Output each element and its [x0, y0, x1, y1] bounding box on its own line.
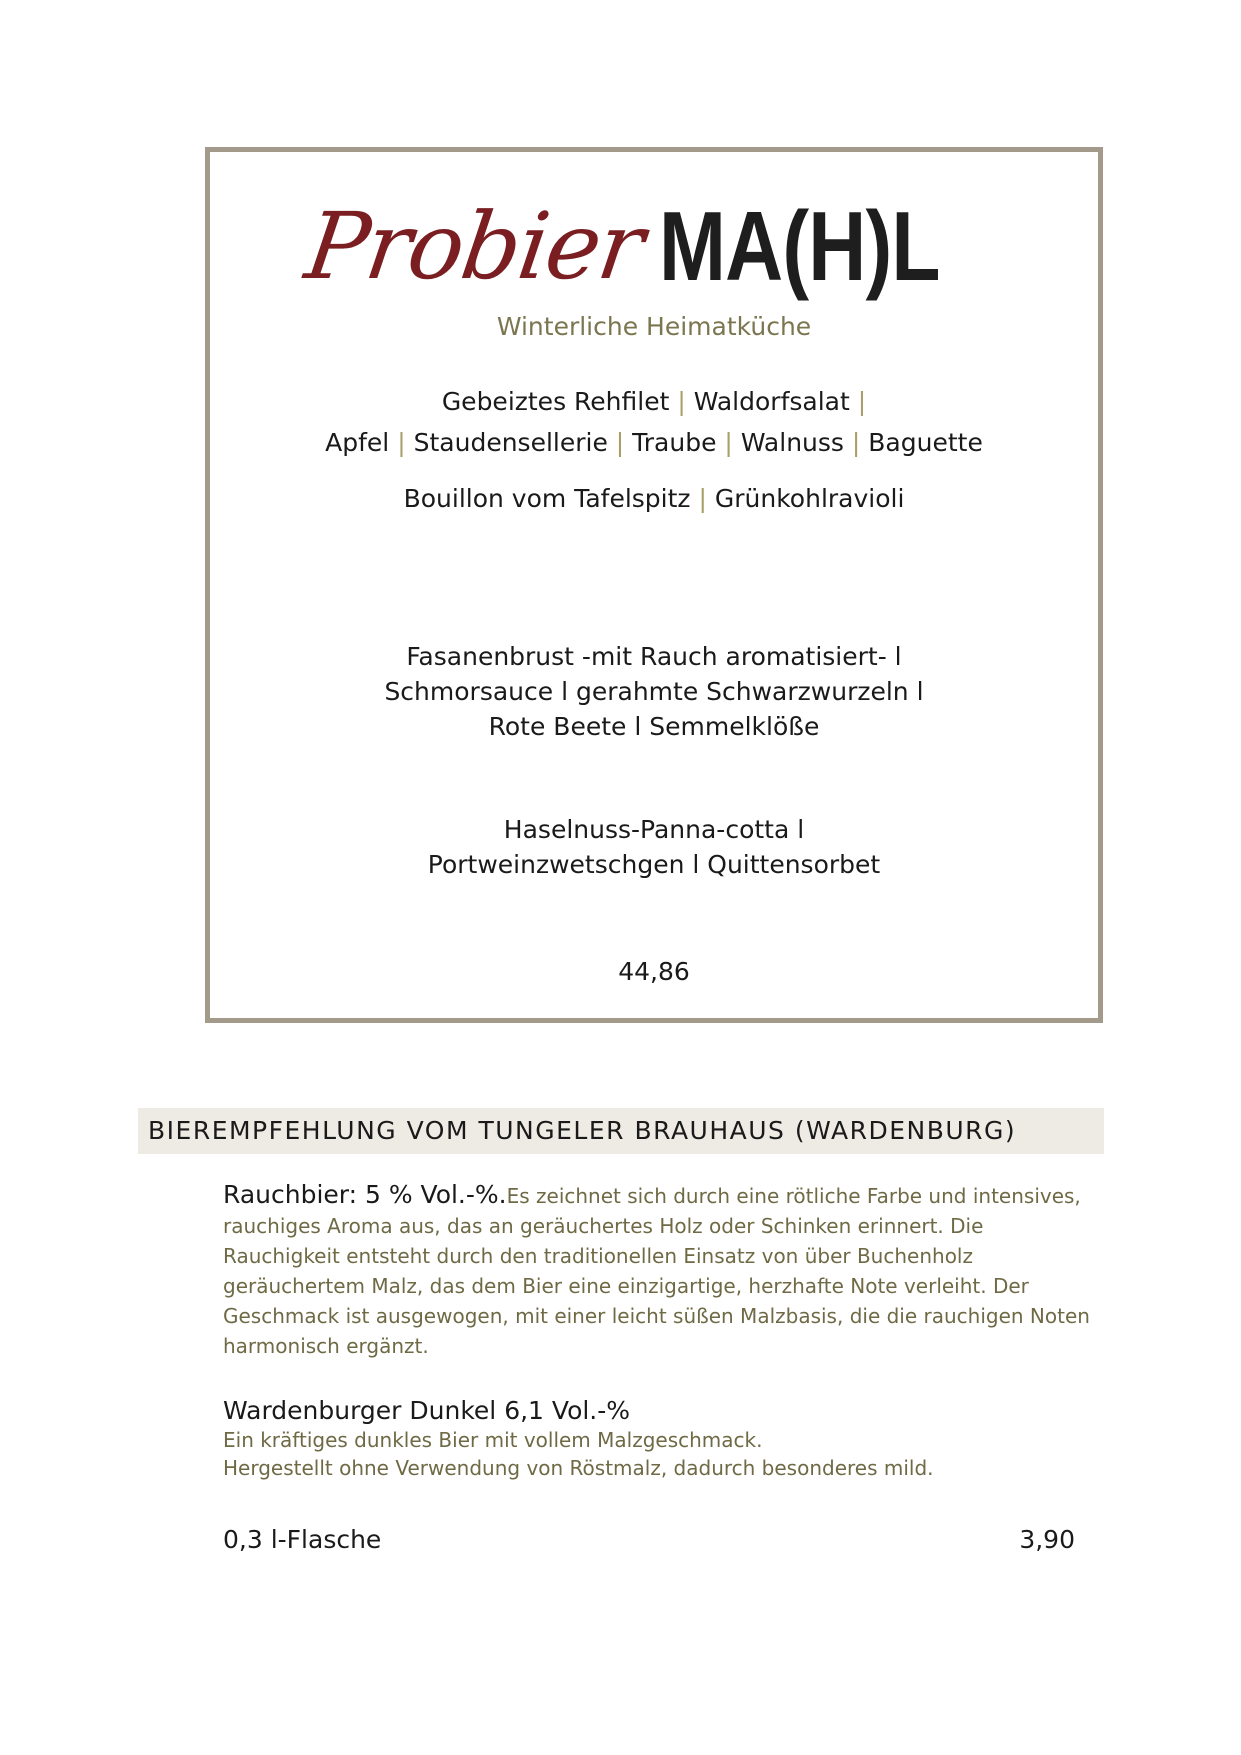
course-dessert [210, 812, 1098, 882]
separator: | [698, 484, 707, 513]
separator: | [677, 387, 686, 416]
beer-item-rauchbier [223, 1180, 1093, 1361]
separator: | [857, 387, 867, 416]
beer-name: Wardenburger Dunkel 6,1 Vol.-% [223, 1396, 631, 1425]
logo-bold-text: MA(H)L [658, 191, 940, 301]
dish-item: Grünkohlravioli [714, 484, 905, 513]
restaurant-logo [210, 190, 1098, 300]
bottle-price: 3,90 [1019, 1525, 1075, 1554]
beer-description-line2: Hergestellt ohne Verwendung von Röstmalz, dadurch besonderes mild. [223, 1456, 934, 1480]
separator: | [615, 428, 625, 457]
menu-price: 44,86 [618, 957, 690, 986]
course-main-line3: Rote Beete l Semmelklöße [488, 712, 820, 741]
menu-card [205, 147, 1103, 1023]
bottle-size-label: 0,3 l-Flasche [223, 1525, 382, 1554]
beer-item-dunkel [223, 1396, 1093, 1482]
separator: | [724, 428, 733, 457]
dish-item: Traube [632, 428, 717, 457]
logo-script-text: Probier [299, 193, 649, 300]
dish-item: Baguette [868, 428, 983, 457]
separator: | [851, 428, 861, 457]
separator: | [397, 428, 406, 457]
beer-description: Es zeichnet sich durch eine rötliche Farbe und intensives, rauchiges Aroma aus, das an geräuchertes Holz oder Schinken erinnert. Die Rauchigkeit entsteht durch den traditionellen Einsatz von über Buchenholz geräuchertem Malz, das dem Bier eine einzigartige, herzhafte Note verleiht. Der Geschmack ist ausgewogen, mit einer leicht süßen Malzbasis, die die rauchigen Noten harmonisch ergänzt. [223, 1184, 1090, 1358]
course-starter-line2 [210, 422, 1098, 463]
course-main-line1: Fasanenbrust -mit Rauch aromatisiert- l [406, 642, 902, 671]
dish-item: Apfel [325, 428, 390, 457]
dish-item: Bouillon vom Tafelspitz [403, 484, 691, 513]
course-dessert-line2: Portweinzwetschgen l Quittensorbet [427, 850, 881, 879]
beer-description-line1: Ein kräftiges dunkles Bier mit vollem Malzgeschmack. [223, 1428, 763, 1452]
beer-name: Rauchbier: 5 % Vol.-%. [223, 1180, 507, 1209]
course-main [210, 639, 1098, 744]
dish-item: Walnuss [740, 428, 844, 457]
course-soup [210, 478, 1098, 519]
course-starter [210, 381, 1098, 463]
beer-section-header: BIEREMPFEHLUNG VOM TUNGELER BRAUHAUS (WARDENBURG) [138, 1108, 1104, 1154]
dish-item: Waldorfsalat [693, 387, 850, 416]
course-dessert-line1: Haselnuss-Panna-cotta l [503, 815, 805, 844]
menu-subtitle: Winterliche Heimatküche [496, 312, 812, 341]
dish-item: Staudensellerie [413, 428, 608, 457]
course-starter-line1 [210, 381, 1098, 422]
course-main-line2: Schmorsauce l gerahmte Schwarzwurzeln l [384, 677, 924, 706]
dish-item: Gebeiztes Rehfilet [441, 387, 670, 416]
